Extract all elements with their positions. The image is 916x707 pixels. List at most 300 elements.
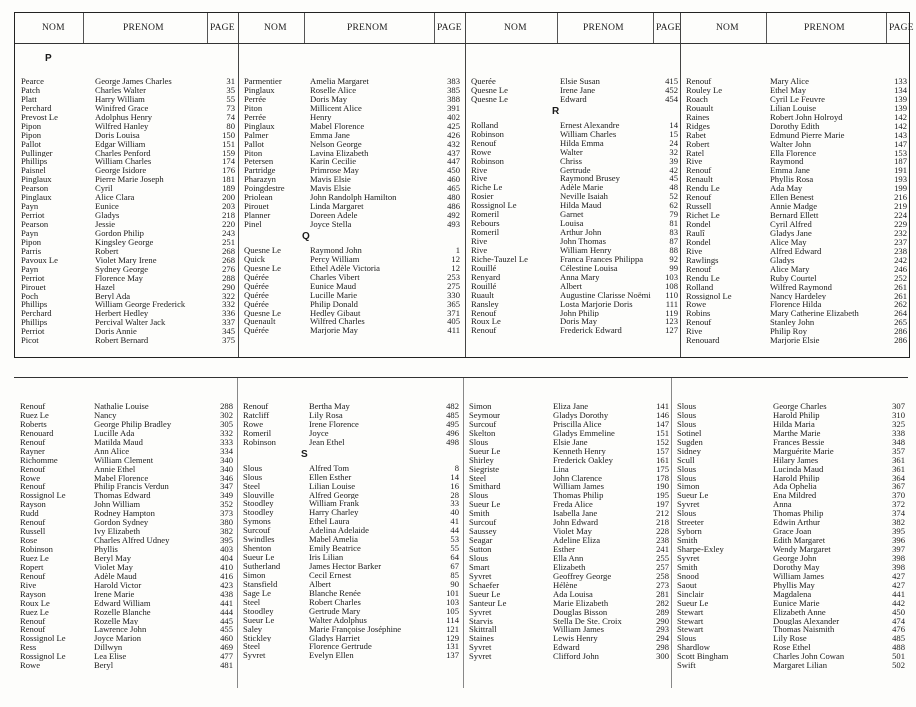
header-divider: [653, 13, 654, 43]
entry-page: 340: [220, 464, 233, 474]
section-heading: [238, 229, 465, 246]
entry-prenom: Hilda Emma: [560, 138, 604, 148]
entry-prenom: Marguérite Marie: [773, 446, 834, 456]
entry-page: 334: [220, 446, 233, 456]
entry-page: 427: [892, 580, 905, 590]
index-entry: [238, 77, 465, 86]
index-entry: [465, 237, 680, 246]
entry-prenom: Cyril Alfred: [770, 220, 812, 229]
entry-prenom: Grace Joan: [773, 527, 812, 537]
index-entry: [238, 211, 465, 220]
entry-page: 232: [894, 228, 907, 238]
entry-nom: Staines: [469, 634, 494, 644]
entry-nom: Richet Le: [686, 211, 720, 221]
entry-page: 261: [894, 291, 907, 301]
index-entry: [465, 309, 680, 318]
entry-page: 261: [894, 282, 907, 292]
entry-prenom: Doris May: [310, 94, 347, 104]
entry-nom: Renouf: [20, 518, 46, 528]
entry-nom: Planner: [244, 211, 271, 221]
entry-nom: Poch: [21, 291, 39, 301]
index-entry: [15, 202, 238, 211]
index-entry: [463, 447, 671, 456]
header-page: PAGE: [437, 23, 462, 33]
entry-page: 337: [222, 318, 235, 328]
entry-page: 238: [894, 246, 907, 256]
entry-nom: Sutton: [469, 545, 492, 554]
entry-page: 35: [226, 85, 235, 95]
entry-nom: Sueur Le: [243, 553, 275, 563]
entry-prenom: James Hector Barker: [309, 562, 382, 571]
entry-page: 157: [656, 446, 669, 456]
entry-prenom: Lewis Henry: [553, 634, 598, 644]
entry-page: 380: [220, 518, 233, 528]
index-column-block: [15, 13, 239, 357]
entry-nom: Slouville: [243, 490, 275, 500]
index-entry: [237, 438, 463, 447]
entry-nom: Rouley Le: [686, 85, 723, 95]
index-entry: [680, 211, 909, 220]
entry-prenom: Dorothy May: [773, 562, 820, 572]
header-page: PAGE: [656, 23, 681, 33]
index-entry: [237, 616, 463, 625]
entry-page: 465: [447, 184, 460, 194]
entry-nom: Rosier: [471, 192, 494, 202]
index-entry: [680, 274, 909, 283]
index-entry: [15, 265, 238, 274]
entry-prenom: Lina: [553, 464, 569, 474]
entry-prenom: Ada Ophelia: [773, 482, 817, 492]
entry-nom: Stewart: [677, 607, 704, 617]
entry-nom: Pullinger: [21, 148, 53, 158]
header-page: PAGE: [889, 23, 914, 33]
entry-prenom: Alice Clara: [95, 193, 135, 203]
entry-page: 288: [222, 273, 235, 283]
index-entry: [14, 652, 237, 661]
entry-page: 92: [669, 254, 678, 264]
index-entry: [671, 500, 908, 509]
entry-nom: Steel: [243, 481, 261, 491]
entry-page: 398: [892, 562, 905, 572]
upper-index-table: [14, 12, 914, 358]
index-entry: [238, 113, 465, 122]
entry-nom: Renouf: [686, 264, 712, 274]
entry-page: 44: [450, 526, 459, 536]
entry-nom: Rossignol Le: [20, 634, 66, 644]
entry-prenom: Beryl: [94, 661, 114, 671]
index-entry: [671, 456, 908, 465]
index-entry: [463, 625, 671, 634]
index-entry: [15, 104, 238, 113]
entry-page: 286: [894, 327, 907, 337]
entry-page: 153: [894, 148, 907, 158]
index-entry: [680, 175, 909, 184]
index-entry: [15, 184, 238, 193]
index-entry: [463, 545, 671, 554]
entry-prenom: Eunice: [95, 202, 119, 212]
entry-nom: Renouf: [243, 402, 269, 411]
index-entry: [14, 581, 237, 590]
entry-page: 255: [656, 553, 669, 563]
entry-prenom: Lawrence John: [94, 625, 147, 635]
entry-prenom: Franca Frances Philippa: [560, 254, 644, 264]
entry-nom: Ropert: [20, 562, 44, 572]
index-entry: [15, 193, 238, 202]
entry-nom: Syborn: [677, 527, 702, 537]
entry-nom: Stoodley: [243, 508, 274, 518]
entry-prenom: Margaret Lilian: [773, 661, 828, 671]
index-entry: [671, 652, 908, 661]
entry-nom: Surcouf: [469, 419, 497, 429]
section-heading: [237, 447, 463, 464]
entry-page: 142: [894, 112, 907, 122]
entry-prenom: Mabel Florence: [310, 121, 365, 131]
entry-page: 224: [894, 211, 907, 221]
entry-prenom: Joyce Marion: [94, 634, 142, 644]
index-entry: [671, 581, 908, 590]
header-divider: [83, 13, 84, 43]
index-entry: [14, 554, 237, 563]
entry-prenom: Thomas Philip: [773, 509, 824, 519]
entry-prenom: Jean Ethel: [309, 437, 345, 447]
entry-nom: Ruault: [471, 290, 494, 300]
entry-nom: Steel: [243, 597, 261, 607]
entry-prenom: John William: [94, 500, 141, 510]
entry-page: 146: [656, 410, 669, 420]
index-entry: [238, 273, 465, 282]
entry-prenom: Anna Mary: [560, 272, 600, 282]
entry-page: 481: [220, 661, 233, 671]
index-entry: [14, 563, 237, 572]
entry-prenom: Charles Alfred Udney: [94, 536, 170, 546]
index-column-block: [237, 378, 464, 688]
entry-nom: Priolean: [244, 193, 273, 203]
header-page: PAGE: [210, 23, 235, 33]
index-entry: [680, 86, 909, 95]
index-entry: [238, 291, 465, 300]
index-entry: [463, 500, 671, 509]
entry-page: 482: [446, 402, 459, 411]
entry-page: 143: [894, 130, 907, 140]
entry-nom: Pinglaux: [244, 85, 275, 95]
entry-prenom: Adèle Maud: [94, 571, 137, 581]
index-entry: [680, 140, 909, 149]
entry-prenom: Elizabeth Anne: [773, 607, 826, 617]
entry-prenom: Adelina Adelaide: [309, 526, 369, 536]
index-entry: [15, 274, 238, 283]
header-divider: [304, 13, 305, 43]
index-entry: [15, 256, 238, 265]
entry-prenom: Lucinda Maud: [773, 464, 824, 474]
entry-nom: Renouf: [20, 464, 46, 474]
entry-page: 495: [446, 419, 459, 429]
index-entry: [15, 131, 238, 140]
entry-prenom: Elsie Susan: [560, 77, 600, 86]
entry-nom: Phillips: [21, 318, 48, 328]
entry-page: 197: [656, 500, 669, 510]
entry-page: 246: [894, 264, 907, 274]
index-column-block: [238, 13, 466, 357]
index-entry: [671, 527, 908, 536]
index-entry: [465, 282, 680, 291]
entry-nom: Piton: [244, 148, 263, 158]
entry-page: 212: [656, 509, 669, 519]
entry-prenom: Edward William: [94, 598, 151, 608]
index-entry: [15, 336, 238, 345]
entry-page: 62: [669, 201, 678, 211]
entry-prenom: William James: [553, 625, 604, 635]
index-entry: [15, 149, 238, 158]
entry-page: 174: [222, 157, 235, 167]
entry-page: 141: [656, 402, 669, 411]
entry-nom: Slous: [469, 491, 489, 501]
entry-prenom: Harry William: [95, 94, 145, 104]
entry-page: 460: [220, 634, 233, 644]
entry-prenom: Phyllis Rosa: [770, 175, 814, 185]
entry-prenom: Lucille Ada: [94, 428, 135, 438]
entry-nom: Smith: [677, 562, 698, 572]
index-entry: [465, 130, 680, 139]
entry-prenom: Eunice Marie: [773, 598, 820, 608]
entry-prenom: Ivy Elizabeth: [94, 527, 141, 537]
index-entry: [463, 599, 671, 608]
entry-page: 228: [656, 527, 669, 537]
entry-page: 293: [656, 625, 669, 635]
index-entry: [238, 309, 465, 318]
index-entry: [238, 140, 465, 149]
entry-prenom: George Charles: [773, 402, 827, 411]
entry-prenom: Hilary James: [773, 455, 819, 465]
entry-nom: Quesne Le: [244, 263, 281, 273]
index-entry: [237, 580, 463, 589]
entry-prenom: Gordon Philip: [95, 228, 144, 238]
index-entry: [671, 482, 908, 491]
index-entry: [237, 625, 463, 634]
index-entry: [237, 651, 463, 660]
entry-page: 460: [447, 175, 460, 185]
entry-page: 252: [894, 273, 907, 283]
entry-page: 501: [892, 652, 905, 662]
index-entry: [465, 192, 680, 201]
column-header: [15, 13, 238, 44]
entry-page: 423: [220, 580, 233, 590]
entry-nom: Siegriste: [469, 464, 500, 474]
entry-page: 382: [892, 518, 905, 528]
column-header: [238, 13, 465, 44]
entry-prenom: Beryl Ada: [95, 291, 131, 301]
entry-page: 290: [656, 616, 669, 626]
entry-prenom: Karin Cecilie: [310, 157, 357, 167]
index-entry: [465, 228, 680, 237]
entry-page: 488: [892, 643, 905, 653]
entry-prenom: Edmund Pierre Marie: [770, 130, 845, 140]
index-entry: [15, 283, 238, 292]
entry-prenom: William George Frederick: [95, 300, 186, 310]
index-entry: [238, 255, 465, 264]
entry-prenom: Alfred Edward: [770, 246, 822, 256]
entry-prenom: Robert Bernard: [95, 336, 149, 346]
entry-page: 411: [447, 326, 460, 336]
entry-page: 398: [892, 553, 905, 563]
entry-page: 64: [450, 553, 459, 563]
header-prenom: PRENOM: [123, 23, 164, 33]
entry-prenom: Blanche Renée: [309, 588, 361, 598]
index-entry: [238, 149, 465, 158]
entry-prenom: Mavis Elsie: [310, 184, 351, 194]
index-entry: [14, 465, 237, 474]
index-entry: [15, 300, 238, 309]
entry-nom: Saley: [243, 624, 263, 634]
entry-page: 237: [894, 237, 907, 247]
entry-nom: Rendu Le: [686, 273, 720, 283]
entry-prenom: Harry Charley: [309, 508, 359, 518]
entry-nom: Saout: [677, 580, 697, 590]
entry-page: 288: [220, 402, 233, 411]
entry-prenom: Phyllis May: [773, 580, 815, 590]
entry-nom: Pearson: [21, 184, 49, 194]
index-entry: [671, 518, 908, 527]
entry-page: 273: [656, 580, 669, 590]
header-prenom: PRENOM: [347, 23, 388, 33]
entry-nom: Quesne Le: [244, 245, 281, 255]
entry-prenom: Hedley Gibaut: [310, 308, 361, 318]
section-letter: P: [45, 53, 52, 64]
entry-prenom: Lucille Marie: [310, 290, 358, 300]
index-entry: [237, 464, 463, 473]
entry-prenom: Cyril: [95, 184, 113, 194]
index-entry: [15, 309, 238, 318]
entry-prenom: Magdalena: [773, 589, 812, 599]
entry-nom: Slous: [677, 410, 697, 420]
entry-prenom: Edgar William: [95, 139, 146, 149]
entry-prenom: Esther: [553, 545, 575, 554]
entry-prenom: Rozelle Blanche: [94, 607, 151, 617]
entry-page: 298: [656, 643, 669, 653]
entry-page: 103: [446, 597, 459, 607]
entry-page: 88: [669, 245, 678, 255]
entry-page: 391: [447, 103, 460, 113]
entry-prenom: Losta Marjorie Doris: [560, 299, 633, 309]
entry-page: 352: [220, 500, 233, 510]
entry-nom: Raulî: [686, 228, 705, 238]
entry-page: 365: [447, 299, 460, 309]
entry-nom: Rive: [686, 157, 703, 167]
entry-nom: Rawlings: [686, 255, 719, 265]
entry-page: 121: [446, 624, 459, 634]
index-entry: [14, 402, 237, 411]
entry-page: 485: [892, 634, 905, 644]
entry-prenom: William Frank: [309, 499, 360, 509]
entry-prenom: William Henry: [560, 245, 612, 255]
entry-nom: Syvret: [469, 652, 492, 662]
entry-prenom: Millicent Alice: [310, 103, 362, 113]
entry-page: 268: [222, 246, 235, 256]
entry-nom: Syvret: [469, 607, 492, 617]
entry-prenom: Isabella Jane: [553, 509, 598, 519]
entry-prenom: Walter: [560, 147, 583, 157]
entry-nom: Rossignol Le: [686, 291, 732, 301]
entry-nom: Sharpe-Exley: [677, 545, 724, 554]
entry-nom: Scott Bingham: [677, 652, 729, 662]
entry-prenom: Robert: [95, 246, 119, 256]
entry-page: 427: [892, 571, 905, 581]
entry-nom: Rayner: [20, 446, 45, 456]
index-entry: [671, 465, 908, 474]
entry-prenom: Thomas Edward: [94, 491, 151, 501]
entry-page: 402: [447, 112, 460, 122]
entry-prenom: Ellen Esther: [309, 472, 352, 482]
entry-page: 85: [450, 570, 459, 580]
entry-page: 294: [656, 634, 669, 644]
entry-page: 480: [447, 193, 460, 203]
entry-prenom: Doreen Adele: [310, 211, 358, 221]
entry-nom: Ratel: [686, 148, 705, 158]
entry-nom: Rive: [686, 327, 703, 337]
index-entry: [463, 563, 671, 572]
index-entry: [238, 202, 465, 211]
entry-page: 229: [894, 220, 907, 229]
index-entry: [680, 300, 909, 309]
index-entry: [463, 527, 671, 536]
index-entry: [238, 175, 465, 184]
entry-nom: Syvret: [469, 571, 492, 581]
index-entry: [671, 545, 908, 554]
index-entry: [238, 317, 465, 326]
entry-nom: Quesne Le: [471, 94, 508, 104]
index-entry: [14, 643, 237, 652]
entry-prenom: George Isidore: [95, 166, 147, 176]
entry-nom: Sueur Le: [677, 598, 709, 608]
entry-page: 139: [894, 94, 907, 104]
entry-nom: Rudd: [20, 509, 39, 519]
entry-nom: Quérée: [244, 290, 269, 300]
entry-nom: Ruez Le: [20, 607, 49, 617]
entry-page: 24: [669, 138, 678, 148]
entry-prenom: Walter Adolphus: [309, 615, 367, 625]
index-entry: [465, 121, 680, 130]
entry-prenom: Philip Francis Verdun: [94, 482, 169, 492]
index-entry: [14, 661, 237, 670]
entry-prenom: Anna: [773, 500, 792, 510]
entry-nom: Rayson: [20, 589, 46, 599]
entry-prenom: Linda Margaret: [310, 202, 364, 212]
entry-prenom: Alfred Tom: [309, 463, 350, 473]
entry-nom: Quick: [244, 254, 266, 264]
index-entry: [671, 625, 908, 634]
entry-nom: Renyard: [471, 272, 501, 282]
entry-prenom: Florence May: [95, 273, 143, 283]
entry-page: 251: [222, 237, 235, 247]
entry-nom: Patch: [21, 85, 41, 95]
entry-prenom: Mabel Amelia: [309, 535, 358, 545]
entry-page: 199: [894, 184, 907, 194]
entry-nom: Renouf: [20, 437, 46, 447]
entry-prenom: Thomas Philip: [553, 491, 604, 501]
entry-page: 404: [220, 553, 233, 563]
entry-prenom: Violet Mary Irene: [95, 255, 157, 265]
entry-page: 382: [220, 527, 233, 537]
entry-prenom: Marjorie Elsie: [770, 336, 820, 346]
entry-nom: Sidney: [677, 446, 701, 456]
entry-prenom: Wendy Margaret: [773, 545, 831, 554]
entry-prenom: Garnet: [560, 210, 584, 220]
entry-prenom: Irene Jane: [560, 85, 596, 95]
entry-nom: Rowe: [471, 147, 492, 157]
index-entry: [15, 327, 238, 336]
entry-prenom: Florence Gertrude: [309, 642, 372, 652]
entry-page: 371: [447, 308, 460, 318]
index-entry: [465, 255, 680, 264]
